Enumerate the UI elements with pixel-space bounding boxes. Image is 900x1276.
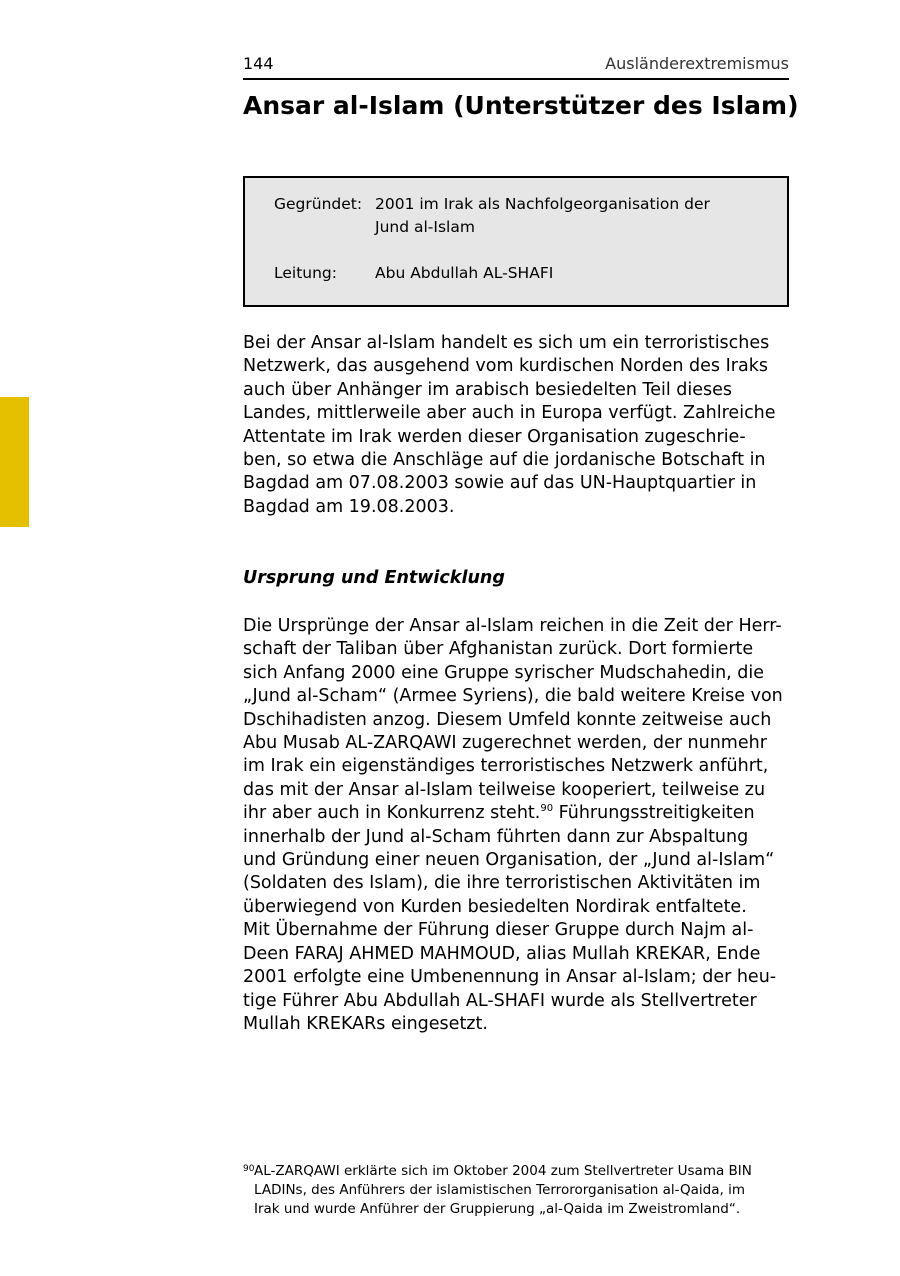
text-line: (Soldaten des Islam), die ihre terroristischen Aktivitäten im [243,873,761,894]
text-line: Mit Übernahme der Führung dieser Gruppe durch Najm al- [243,920,754,941]
text-line: auch über Anhänger im arabisch besiedelten Teil dieses [243,379,733,400]
text-line: Landes, mittlerweile aber auch in Europa verfügt. Zahlreiche [243,403,776,424]
footnote-line: AL-ZARQAWI erklärte sich im Oktober 2004 zum Stellvertreter Usama BIN [254,1163,752,1179]
text-line [243,802,791,825]
text-line: das mit der Ansar al-Islam teilweise kooperiert, teilweise zu [243,779,766,800]
page-number: 144 [243,54,274,73]
chapter-marker-tab [0,397,29,527]
footnote-reference: 90 [540,803,554,815]
leader-label: Leitung: [274,264,337,282]
text-line: Die Ursprünge der Ansar al-Islam reichen in die Zeit der Herr- [243,616,782,636]
running-head: Ausländerextremismus [605,54,789,73]
text-line: Deen FARAJ AHMED MAHMOUD, alias Mullah KREKAR, Ende [243,943,761,964]
page-title: Ansar al-Islam (Unterstützer des Islam) [243,91,799,120]
text-line: sich Anfang 2000 eine Gruppe syrischer Mudschahedin, die [243,662,765,683]
footnote-line: Irak und wurde Anführer der Gruppierung „al-Qaida im Zweistromland“. [254,1201,741,1217]
text-line: schaft der Taliban über Afghanistan zurück. Dort formierte [243,639,754,660]
text-line: und Gründung einer neuen Organisation, der „Jund al-Islam“ [243,850,775,871]
text-line: Dschihadisten anzog. Diesem Umfeld konnte zeitweise auch [243,709,772,730]
footnote-line: LADINs, des Anführers der islamistischen Terrororganisation al-Qaida, im [254,1182,745,1198]
page-header [243,54,789,80]
founded-value-line: Jund al-Islam [375,218,475,236]
founded-value [375,193,775,239]
text-fragment: Führungsstreitigkeiten [553,803,755,824]
text-line: „Jund al-Scham“ (Armee Syriens), die bald weitere Kreise von [243,686,783,707]
footnote [243,1162,789,1219]
footnote-number: 90 [243,1164,255,1174]
founded-label: Gegründet: [274,195,363,213]
intro-paragraph [243,332,791,519]
text-line: Netzwerk, das ausgehend vom kurdischen Norden des Iraks [243,356,768,377]
text-line: Bagdad am 19.08.2003. [243,496,455,517]
founded-value-line: 2001 im Irak als Nachfolgeorganisation der [375,195,710,213]
text-line: innerhalb der Jund al-Scham führten dann zur Abspaltung [243,826,749,847]
text-fragment: ihr aber auch in Konkurrenz steht. [243,803,541,824]
body-paragraph [243,615,791,1036]
text-line: Bagdad am 07.08.2003 sowie auf das UN-Hauptquartier in [243,473,757,494]
text-line: Attentate im Irak werden dieser Organisation zugeschrie- [243,426,746,447]
leader-value: Abu Abdullah AL-SHAFI [375,264,554,282]
text-line: 2001 erfolgte eine Umbenennung in Ansar al-Islam; der heu- [243,967,777,988]
text-line: tige Führer Abu Abdullah AL-SHAFI wurde als Stellvertreter [243,990,757,1011]
text-line: Bei der Ansar al-Islam handelt es sich um ein terroristisches [243,333,770,353]
text-line: ben, so etwa die Anschläge auf die jordanische Botschaft in [243,450,766,471]
section-subheading: Ursprung und Entwicklung [243,568,505,588]
text-line: überwiegend von Kurden besiedelten Nordirak entfaltete. [243,896,747,917]
text-line: im Irak ein eigenständiges terroristisches Netzwerk anführt, [243,756,769,777]
text-line: Mullah KREKARs eingesetzt. [243,1013,488,1034]
info-box [243,176,789,307]
text-line: Abu Musab AL-ZARQAWI zugerechnet werden, der nunmehr [243,733,767,754]
